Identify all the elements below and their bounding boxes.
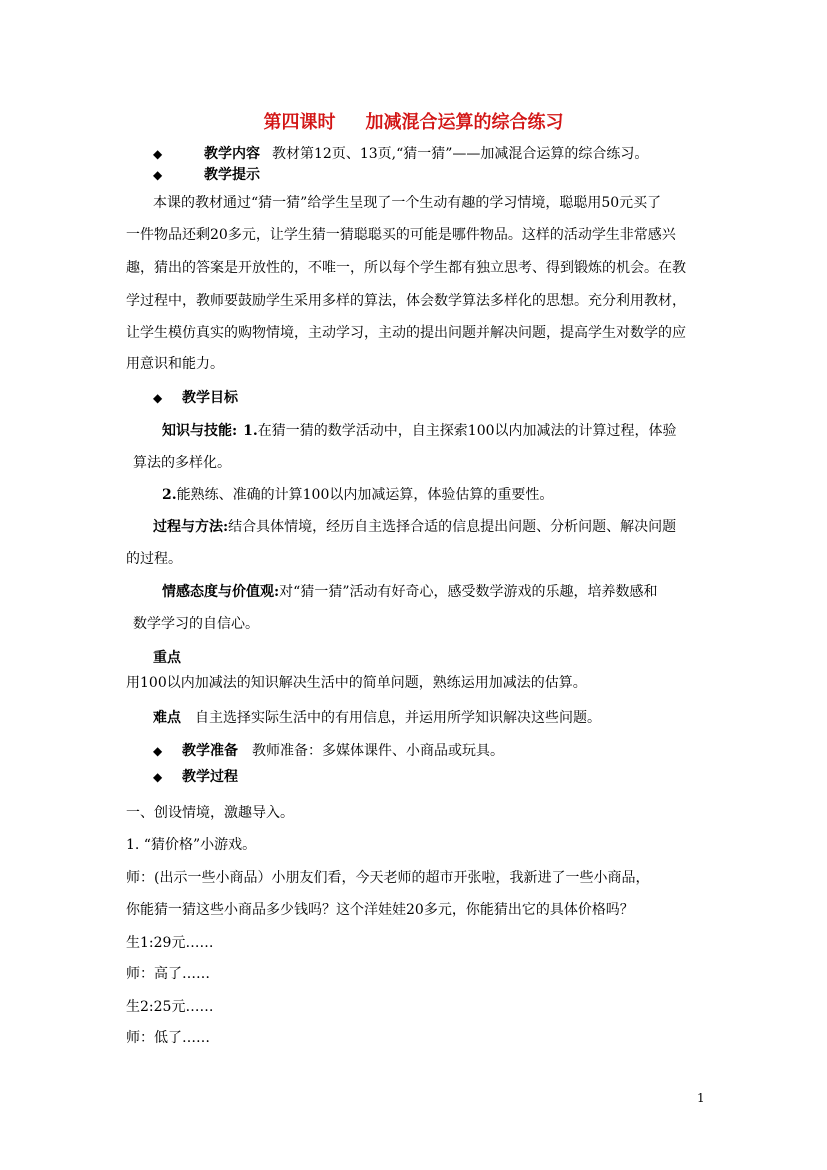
title-lesson: 第四课时 <box>263 112 336 133</box>
teacher-line-1: 师：(出示一些小商品）小朋友们看，今天老师的超市开张啦，我新进了一些小商品， <box>126 870 650 886</box>
difficulty-line <box>153 711 601 725</box>
diamond-bullet-icon: ◆ <box>153 770 163 784</box>
process-goal-text-1: 结合具体情境，经历自主选择合适的信息提出问题、分析问题、解决问题 <box>228 519 677 535</box>
tips-paragraph-line-2: 一件物品还剩20多元，让学生猜一猜聪聪买的可能是哪件物品。这样的活动学生非常感兴 <box>126 227 676 243</box>
knowledge-text-1: 在猜一猜的数学活动中，自主探索100以内加减法的计算过程，体验 <box>257 423 677 439</box>
preparation-label: 教学准备 <box>182 743 238 759</box>
key-point-text: 用100以内加减法的知识解决生活中的简单问题，熟练运用加减法的估算。 <box>126 675 587 691</box>
tips-paragraph-line-1: 本课的教材通过“猜一猜”给学生呈现了一个生动有趣的学习情境，聪聪用50元买了 <box>153 195 662 211</box>
diamond-bullet-icon: ◆ <box>153 744 163 758</box>
emotion-goal-line-2: 数学学习的自信心。 <box>133 616 259 632</box>
diamond-bullet-icon: ◆ <box>153 391 163 405</box>
knowledge-num-1: 1. <box>243 423 258 439</box>
emotion-goal-label: 情感态度与价值观: <box>162 584 280 600</box>
key-point-label: 重点 <box>153 650 181 666</box>
tips-paragraph-line-4: 学过程中，教师要鼓励学生采用多样的算法，体会数学算法多样化的思想。充分利用教材， <box>126 293 686 309</box>
process-item-1: 1. “猜价格”小游戏。 <box>126 837 257 853</box>
diamond-bullet-icon: ◆ <box>153 147 163 161</box>
knowledge-line-3 <box>162 488 553 502</box>
difficulty-text: 自主选择实际生活中的有用信息，并运用所学知识解决这些问题。 <box>195 710 601 726</box>
prep-bullet <box>153 744 162 758</box>
difficulty-label: 难点 <box>153 710 181 726</box>
dialogue-line-4: 师：低了…… <box>126 1030 210 1046</box>
preparation-text: 教师准备：多媒体课件、小商品或玩具。 <box>252 743 504 759</box>
dialogue-line-3: 生2:25元…… <box>126 999 214 1015</box>
content-label: 教学内容 <box>204 146 260 162</box>
teacher-line-2: 你能猜一猜这些小商品多少钱吗？这个洋娃娃20多元，你能猜出它的具体价格吗？ <box>126 902 634 918</box>
process-label: 教学过程 <box>182 769 238 785</box>
diamond-bullet-icon: ◆ <box>153 168 163 182</box>
page-title <box>0 114 827 132</box>
tips-paragraph-line-6: 用意识和能力。 <box>126 356 224 372</box>
emotion-goal-line-1 <box>162 585 658 599</box>
content-text: 教材第12页、13页,“猜一猜”——加减混合运算的综合练习。 <box>272 146 649 162</box>
knowledge-label: 知识与技能: <box>162 423 238 439</box>
content-line <box>204 147 648 161</box>
knowledge-num-2: 2. <box>162 487 177 503</box>
goals-bullet <box>153 391 162 405</box>
preparation-line <box>182 744 504 758</box>
dialogue-line-2: 师：高了…… <box>126 966 210 982</box>
dialogue-line-1: 生1:29元…… <box>126 935 214 951</box>
tips-paragraph-line-5: 让学生模仿真实的购物情境，主动学习，主动的提出问题并解决问题，提高学生对数学的应 <box>126 325 686 341</box>
knowledge-line-1 <box>162 424 677 438</box>
process-step-1: 一、创设情境，激趣导入。 <box>126 805 294 821</box>
tips-label: 教学提示 <box>204 167 260 183</box>
knowledge-line-2: 算法的多样化。 <box>133 455 231 471</box>
process-goal-line-2: 的过程。 <box>126 551 182 567</box>
page-number: 1 <box>697 1091 705 1105</box>
emotion-goal-text-1: 对“猜一猜”活动有好奇心，感受数学游戏的乐趣，培养数感和 <box>279 584 658 600</box>
goals-label: 教学目标 <box>182 390 238 406</box>
content-section <box>153 147 162 161</box>
title-topic: 加减混合运算的综合练习 <box>365 112 564 133</box>
tips-paragraph-line-3: 趣，猜出的答案是开放性的，不唯一，所以每个学生都有独立思考、得到锻炼的机会。在教 <box>126 260 686 276</box>
process-goal-label: 过程与方法: <box>153 519 229 535</box>
process-goal-line-1 <box>153 520 676 534</box>
tips-bullet <box>153 168 162 182</box>
knowledge-text-3: 能熟练、准确的计算100以内加减运算，体验估算的重要性。 <box>176 487 554 503</box>
process-bullet <box>153 770 162 784</box>
